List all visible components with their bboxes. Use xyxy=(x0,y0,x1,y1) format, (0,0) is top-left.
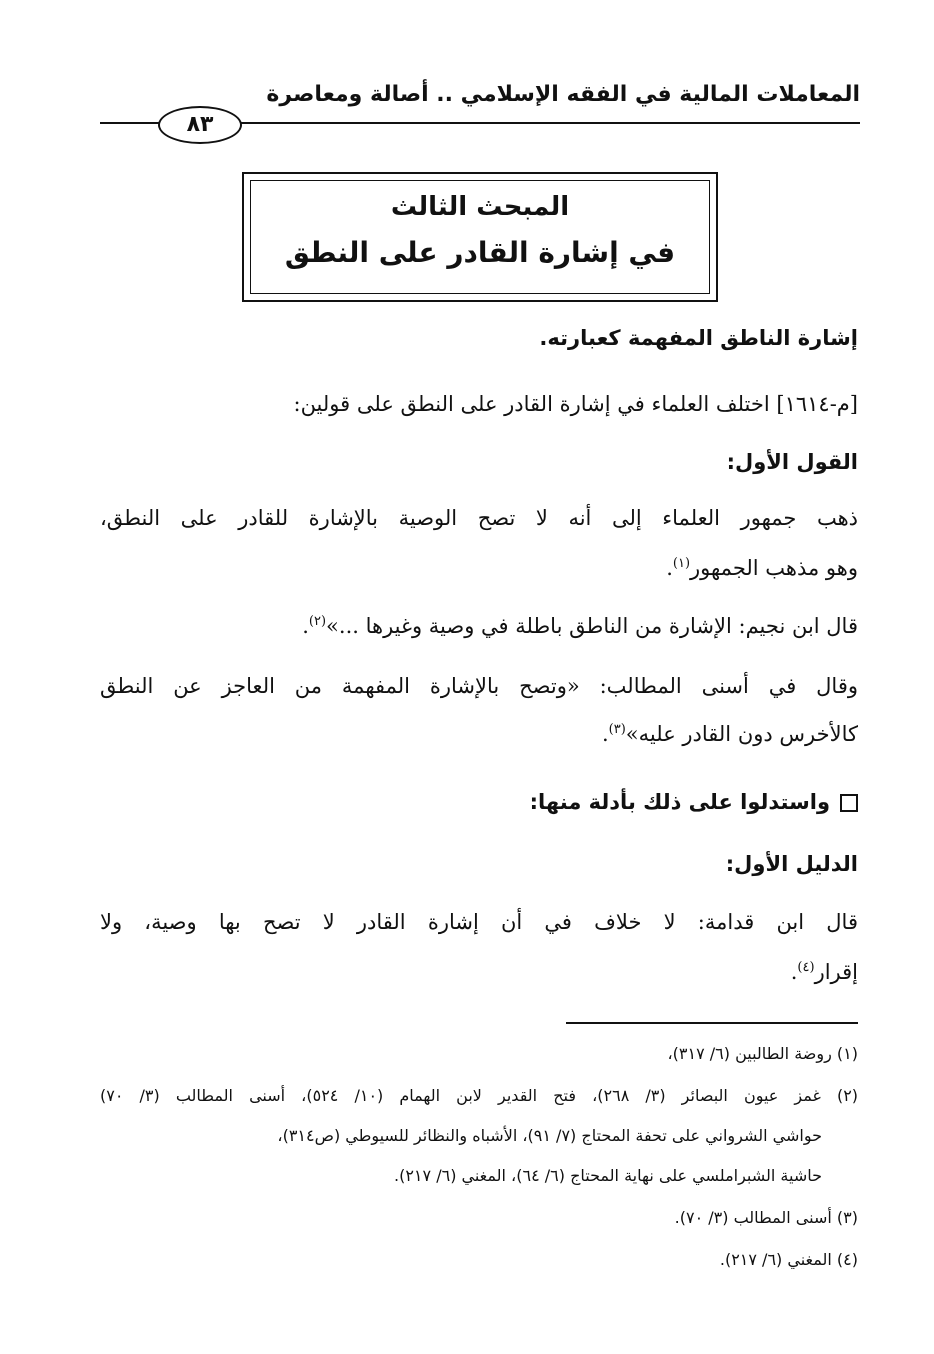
footnote-separator xyxy=(566,1022,858,1024)
quote-asna-end: . xyxy=(601,722,609,746)
paragraph-2-end: . xyxy=(790,960,798,984)
issue-statement: [م-١٦١٤] اختلف العلماء في إشارة القادر على النطق على قولين: xyxy=(293,392,858,416)
first-opinion-heading: القول الأول: xyxy=(726,450,858,474)
paragraph-1-text: وهو مذهب الجمهور xyxy=(690,556,858,580)
paragraph-2-line-2 xyxy=(791,960,858,984)
paragraph-1-end: . xyxy=(666,556,673,580)
footnote-ref-2: (٢) xyxy=(308,614,327,629)
evidence-heading-text: واستدلوا على ذلك بأدلة منها: xyxy=(529,790,830,814)
quote-ibn-nujaym-text: قال ابن نجيم: الإشارة من الناطق باطلة في وصية وغيرها ...» xyxy=(326,614,858,638)
quote-ibn-nujaym-end: . xyxy=(302,614,309,638)
paragraph-2-line-1: قال ابن قدامة: لا خلاف في أن إشارة القادر لا تصح بها وصية، ولا xyxy=(100,910,858,934)
footnote-2-line-1: (٢) غمز عيون البصائر (٣/ ٢٦٨)، فتح القدير لابن الهمام (١٠/ ٥٢٤)، أسنى المطالب (٣/ ٧٠) xyxy=(100,1086,859,1105)
footnote-2-line-2: حواشي الشرواني على تحفة المحتاج (٧/ ٩١)، الأشباه والنظائر للسيوطي (ص٣١٤)، xyxy=(277,1126,822,1145)
paragraph-1-line-1: ذهب جمهور العلماء إلى أنه لا تصح الوصية بالإشارة للقادر على النطق، xyxy=(100,506,858,530)
footnote-ref-3: (٣) xyxy=(608,722,626,737)
footnote-1: (١) روضة الطالبين (٦/ ٣١٧)، xyxy=(667,1044,858,1063)
footnote-4: (٤) المغني (٦/ ٢١٧). xyxy=(719,1250,858,1269)
footnote-3: (٣) أسنى المطالب (٣/ ٧٠). xyxy=(674,1208,858,1227)
page-number: ٨٣ xyxy=(158,106,242,144)
chapter-title-box xyxy=(242,172,718,302)
evidence-heading xyxy=(530,790,858,814)
paragraph-2-text: إقرار xyxy=(814,960,858,984)
paragraph-1-line-2 xyxy=(666,556,858,580)
square-bullet-icon xyxy=(840,794,858,812)
chapter-title: المبحث الثالث xyxy=(390,192,570,222)
quote-asna-line-2 xyxy=(602,722,858,746)
quote-asna-text: كالأخرس دون القادر عليه» xyxy=(625,722,858,746)
quote-ibn-nujaym xyxy=(302,614,858,638)
footnote-ref-1: (١) xyxy=(672,556,691,571)
footnote-2-line-3: حاشية الشبراملسي على نهاية المحتاج (٦/ ٦٤)، المغني (٦/ ٢١٧). xyxy=(394,1166,822,1185)
quote-asna-line-1: وقال في أسنى المطالب: «وتصح بالإشارة المفهمة من العاجز عن النطق xyxy=(100,674,858,698)
footnote-ref-4: (٤) xyxy=(797,960,815,975)
running-header: المعاملات المالية في الفقه الإسلامي .. أصالة ومعاصرة xyxy=(266,82,860,107)
chapter-subtitle: في إشارة القادر على النطق xyxy=(284,236,676,269)
intro-statement: إشارة الناطق المفهمة كعبارته. xyxy=(539,326,858,350)
first-evidence-heading: الدليل الأول: xyxy=(725,852,858,876)
